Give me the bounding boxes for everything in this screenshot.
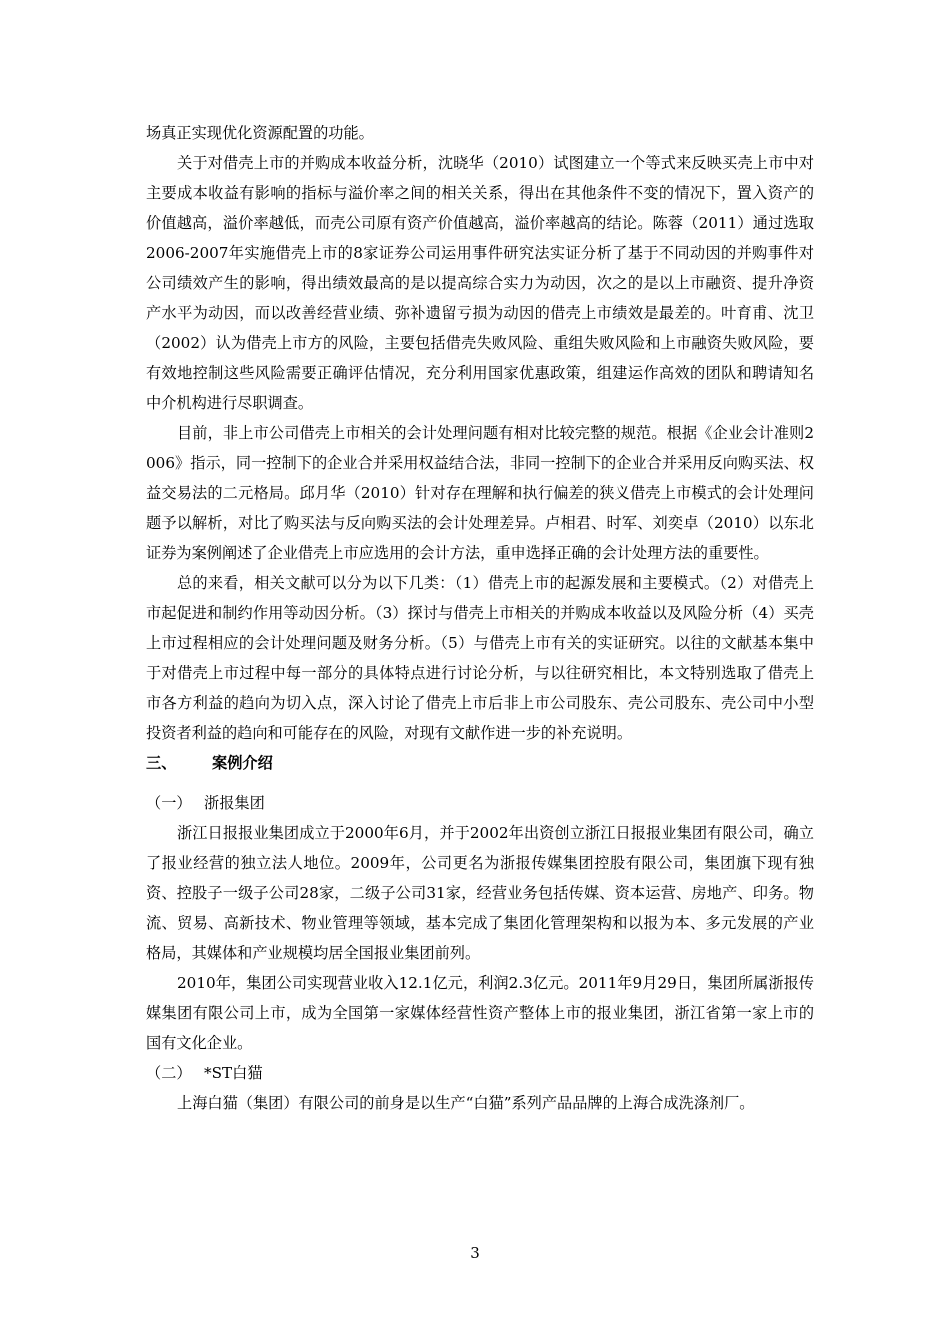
subsection-heading-2 — [146, 1058, 814, 1088]
section-heading-3 — [146, 748, 814, 780]
paragraph-6: 2010年，集团公司实现营业收入12.1亿元，利润2.3亿元。2011年9月29日，集团所属浙报传媒集团有限公司上市，成为全国第一家媒体经营性资产整体上市的报业集团，浙江省第一家上市的国有文化企业。 — [146, 974, 814, 1052]
paragraph-2: 关于对借壳上市的并购成本收益分析，沈晓华（2010）试图建立一个等式来反映买壳上市中对主要成本收益有影响的指标与溢价率之间的相关关系，得出在其他条件不变的情况下，置入资产的价值越高，溢价率越低，而壳公司原有资产价值越高，溢价率越高的结论。陈蓉（2011）通过选取2006-2007年实施借壳上市的8家证券公司运用事件研究法实证分析了基于不同动因的并购事件对公司绩效产生的影响，得出绩效最高的是以提高综合实力为动因，次之的是以上市融资、提升净资产水平为动因，而以改善经营业绩、弥补遗留亏损为动因的借壳上市绩效是最差的。叶育甫、沈卫（2002）认为借壳上市方的风险，主要包括借壳失败风险、重组失败风险和上市融资失败风险，要有效地控制这些风险需要正确评估情况，充分利用国家优惠政策，组建运作高效的团队和聘请知名中介机构进行尽职调查。 — [146, 154, 814, 412]
paragraph-4: 总的来看，相关文献可以分为以下几类：（1）借壳上市的起源发展和主要模式。（2）对借壳上市起促进和制约作用等动因分析。（3）探讨与借壳上市相关的并购成本收益以及风险分析（4）买壳上市过程相应的会计处理问题及财务分析。（5）与借壳上市有关的实证研究。以往的文献基本集中于对借壳上市过程中每一部分的具体特点进行讨论分析，与以往研究相比，本文特别选取了借壳上市各方利益的趋向为切入点，深入讨论了借壳上市后非上市公司股东、壳公司股东、壳公司中小型投资者利益的趋向和可能存在的风险，对现有文献作进一步的补充说明。 — [146, 574, 814, 742]
subsection-heading-1 — [146, 788, 814, 818]
subsection-title: 浙报集团 — [204, 794, 265, 812]
paragraph-1: 场真正实现优化资源配置的功能。 — [146, 124, 374, 142]
paragraph-7: 上海白猫（集团）有限公司的前身是以生产“白猫”系列产品品牌的上海合成洗涤剂厂。 — [177, 1094, 755, 1112]
spacer — [146, 780, 814, 788]
section-title: 案例介绍 — [212, 754, 273, 772]
page-number: 3 — [470, 1244, 480, 1262]
subsection-number: （二） — [146, 1064, 192, 1082]
subsection-title: *ST白猫 — [204, 1064, 263, 1082]
paragraph-3: 目前，非上市公司借壳上市相关的会计处理问题有相对比较完整的规范。根据《企业会计准则2006》指示，同一控制下的企业合并采用权益结合法，非同一控制下的企业合并采用反向购买法、权益交易法的二元格局。邱月华（2010）针对存在理解和执行偏差的狭义借壳上市模式的会计处理问题予以解析，对比了购买法与反向购买法的会计处理差异。卢相君、时军、刘奕卓（2010）以东北证券为案例阐述了企业借壳上市应选用的会计方法，重申选择正确的会计处理方法的重要性。 — [146, 424, 814, 562]
document-body — [146, 118, 814, 1118]
paragraph-5: 浙江日报报业集团成立于2000年6月，并于2002年出资创立浙江日报报业集团有限公司，确立了报业经营的独立法人地位。2009年，公司更名为浙报传媒集团控股有限公司，集团旗下现有独资、控股子一级子公司28家，二级子公司31家，经营业务包括传媒、资本运营、房地产、印务。物流、贸易、高新技术、物业管理等领域，基本完成了集团化管理架构和以报为本、多元发展的产业格局，其媒体和产业规模均居全国报业集团前列。 — [146, 824, 814, 962]
subsection-number: （一） — [146, 794, 192, 812]
section-number: 三、 — [146, 754, 177, 772]
